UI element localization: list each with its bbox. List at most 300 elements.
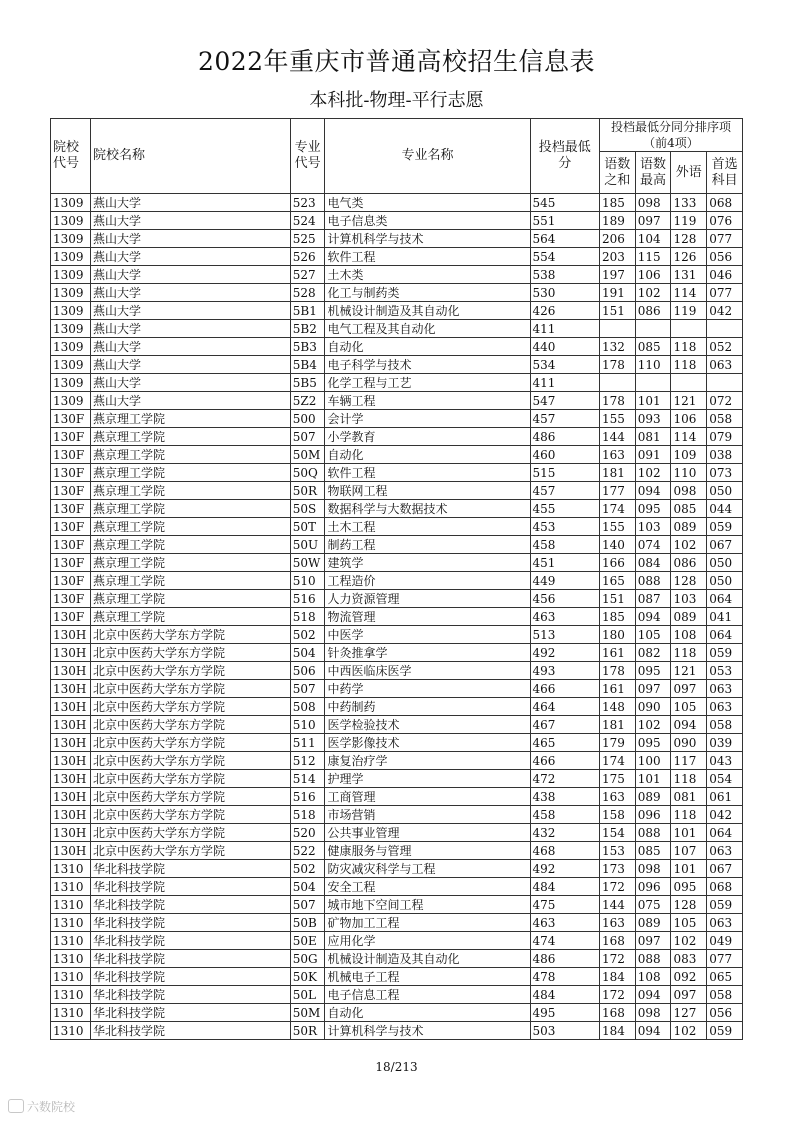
cell-sub4: 042: [707, 806, 743, 824]
cell-major-code: 50K: [290, 968, 325, 986]
cell-school-code: 1309: [51, 284, 91, 302]
cell-sub1: 175: [599, 770, 635, 788]
cell-min-score: 455: [530, 500, 599, 518]
cell-sub4: 049: [707, 932, 743, 950]
cell-sub1: 172: [599, 950, 635, 968]
cell-min-score: 466: [530, 680, 599, 698]
cell-sub2: 085: [635, 842, 671, 860]
cell-major-name: 中药制药: [325, 698, 530, 716]
table-row: [51, 1022, 743, 1040]
cell-school-code: 1309: [51, 392, 91, 410]
cell-min-score: 449: [530, 572, 599, 590]
cell-major-name: 自动化: [325, 338, 530, 356]
cell-sub1: 151: [599, 302, 635, 320]
header-major-code: 专业代号: [290, 119, 325, 194]
cell-major-code: 510: [290, 716, 325, 734]
cell-min-score: 554: [530, 248, 599, 266]
cell-school-name: 燕山大学: [90, 374, 290, 392]
cell-sub2: 088: [635, 572, 671, 590]
cell-major-code: 516: [290, 788, 325, 806]
cell-sub2: 102: [635, 284, 671, 302]
cell-sub3: 106: [671, 410, 707, 428]
cell-school-name: 华北科技学院: [90, 914, 290, 932]
cell-school-code: 130F: [51, 482, 91, 500]
cell-major-name: 中医学: [325, 626, 530, 644]
cell-sub3: 092: [671, 968, 707, 986]
cell-major-code: 511: [290, 734, 325, 752]
cell-sub2: 098: [635, 860, 671, 878]
cell-sub3: 101: [671, 824, 707, 842]
cell-sub2: 075: [635, 896, 671, 914]
table-row: [51, 212, 743, 230]
cell-min-score: 464: [530, 698, 599, 716]
cell-sub4: 044: [707, 500, 743, 518]
cell-major-name: 城市地下空间工程: [325, 896, 530, 914]
cell-major-name: 物联网工程: [325, 482, 530, 500]
cell-major-code: 507: [290, 896, 325, 914]
cell-school-code: 130F: [51, 500, 91, 518]
cell-min-score: 463: [530, 608, 599, 626]
cell-major-code: 50M: [290, 1004, 325, 1022]
table-row: [51, 248, 743, 266]
cell-sub1: 181: [599, 716, 635, 734]
table-row: [51, 986, 743, 1004]
cell-sub1: 178: [599, 392, 635, 410]
cell-min-score: 453: [530, 518, 599, 536]
cell-sub2: 105: [635, 626, 671, 644]
table-row: [51, 860, 743, 878]
cell-sub2: 085: [635, 338, 671, 356]
cell-major-name: 软件工程: [325, 464, 530, 482]
cell-school-code: 1309: [51, 338, 91, 356]
cell-school-code: 130H: [51, 662, 91, 680]
cell-sub2: 108: [635, 968, 671, 986]
cell-min-score: 460: [530, 446, 599, 464]
header-sub-chinese-math-max: 语数最高: [635, 152, 671, 194]
cell-sub2: 082: [635, 644, 671, 662]
cell-school-name: 燕京理工学院: [90, 518, 290, 536]
cell-sub4: 050: [707, 554, 743, 572]
admission-table: [50, 118, 743, 1040]
cell-sub1: 144: [599, 896, 635, 914]
cell-major-name: 机械电子工程: [325, 968, 530, 986]
cell-sub1: 168: [599, 1004, 635, 1022]
cell-school-code: 1310: [51, 1022, 91, 1040]
cell-major-name: 土木类: [325, 266, 530, 284]
cell-major-name: 机械设计制造及其自动化: [325, 302, 530, 320]
cell-major-code: 50B: [290, 914, 325, 932]
cell-major-name: 物流管理: [325, 608, 530, 626]
table-row: [51, 680, 743, 698]
watermark-logo-icon: [8, 1099, 24, 1113]
cell-sub3: 105: [671, 698, 707, 716]
cell-sub3: 089: [671, 608, 707, 626]
cell-sub3: [671, 320, 707, 338]
cell-sub1: 168: [599, 932, 635, 950]
cell-major-code: 522: [290, 842, 325, 860]
cell-major-code: 502: [290, 860, 325, 878]
cell-sub1: [599, 320, 635, 338]
cell-min-score: 463: [530, 914, 599, 932]
cell-sub2: 097: [635, 212, 671, 230]
cell-sub1: 163: [599, 914, 635, 932]
table-row: [51, 608, 743, 626]
cell-sub1: 174: [599, 752, 635, 770]
table-row: [51, 626, 743, 644]
cell-min-score: 456: [530, 590, 599, 608]
page-number: 18/213: [375, 1060, 418, 1074]
cell-min-score: 493: [530, 662, 599, 680]
cell-school-code: 1309: [51, 230, 91, 248]
table-row: [51, 968, 743, 986]
cell-sub4: 072: [707, 392, 743, 410]
cell-major-code: 5B1: [290, 302, 325, 320]
cell-sub1: 161: [599, 644, 635, 662]
cell-sub2: 098: [635, 194, 671, 212]
cell-sub1: 166: [599, 554, 635, 572]
cell-school-name: 燕山大学: [90, 320, 290, 338]
cell-sub4: 056: [707, 1004, 743, 1022]
cell-sub4: 073: [707, 464, 743, 482]
cell-sub3: 094: [671, 716, 707, 734]
table-row: [51, 788, 743, 806]
cell-major-code: 50G: [290, 950, 325, 968]
cell-sub2: 087: [635, 590, 671, 608]
cell-sub4: 046: [707, 266, 743, 284]
cell-sub3: 110: [671, 464, 707, 482]
cell-major-name: 医学检验技术: [325, 716, 530, 734]
cell-sub4: 054: [707, 770, 743, 788]
cell-school-name: 北京中医药大学东方学院: [90, 842, 290, 860]
cell-major-name: 建筑学: [325, 554, 530, 572]
cell-school-name: 华北科技学院: [90, 860, 290, 878]
table-row: [51, 1004, 743, 1022]
cell-min-score: 475: [530, 896, 599, 914]
cell-sub3: 121: [671, 392, 707, 410]
table-row: [51, 662, 743, 680]
cell-major-code: 5Z2: [290, 392, 325, 410]
cell-min-score: 530: [530, 284, 599, 302]
cell-major-code: 507: [290, 680, 325, 698]
cell-sub2: 086: [635, 302, 671, 320]
cell-min-score: 474: [530, 932, 599, 950]
cell-major-code: 50Q: [290, 464, 325, 482]
cell-major-name: 护理学: [325, 770, 530, 788]
cell-major-name: 工商管理: [325, 788, 530, 806]
cell-school-name: 燕山大学: [90, 266, 290, 284]
cell-major-name: 车辆工程: [325, 392, 530, 410]
cell-school-name: 北京中医药大学东方学院: [90, 716, 290, 734]
cell-sub1: 189: [599, 212, 635, 230]
cell-sub3: 102: [671, 1022, 707, 1040]
cell-major-name: 应用化学: [325, 932, 530, 950]
cell-sub2: 097: [635, 932, 671, 950]
table-row: [51, 554, 743, 572]
cell-school-name: 燕山大学: [90, 212, 290, 230]
cell-school-code: 130H: [51, 716, 91, 734]
table-row: [51, 482, 743, 500]
cell-school-name: 燕京理工学院: [90, 608, 290, 626]
cell-min-score: 457: [530, 410, 599, 428]
table-row: [51, 752, 743, 770]
cell-sub4: 077: [707, 284, 743, 302]
cell-min-score: 451: [530, 554, 599, 572]
cell-major-code: 520: [290, 824, 325, 842]
table-row: [51, 230, 743, 248]
cell-sub4: 064: [707, 824, 743, 842]
cell-min-score: 426: [530, 302, 599, 320]
cell-sub1: 151: [599, 590, 635, 608]
cell-school-name: 北京中医药大学东方学院: [90, 680, 290, 698]
cell-school-code: 130H: [51, 842, 91, 860]
cell-major-name: 数据科学与大数据技术: [325, 500, 530, 518]
cell-sub1: 132: [599, 338, 635, 356]
cell-sub4: 041: [707, 608, 743, 626]
table-row: [51, 266, 743, 284]
cell-school-name: 华北科技学院: [90, 878, 290, 896]
cell-sub2: 102: [635, 464, 671, 482]
cell-major-code: 504: [290, 878, 325, 896]
cell-sub3: 108: [671, 626, 707, 644]
cell-min-score: 484: [530, 878, 599, 896]
cell-school-name: 北京中医药大学东方学院: [90, 788, 290, 806]
cell-school-code: 1309: [51, 266, 91, 284]
cell-major-name: 康复治疗学: [325, 752, 530, 770]
cell-sub3: 086: [671, 554, 707, 572]
cell-major-name: 电子信息类: [325, 212, 530, 230]
table-row: [51, 734, 743, 752]
cell-school-code: 1310: [51, 950, 91, 968]
cell-min-score: 547: [530, 392, 599, 410]
cell-min-score: 472: [530, 770, 599, 788]
cell-sub1: 144: [599, 428, 635, 446]
table-row: [51, 824, 743, 842]
cell-sub1: 197: [599, 266, 635, 284]
cell-school-name: 华北科技学院: [90, 932, 290, 950]
cell-school-name: 华北科技学院: [90, 968, 290, 986]
table-row: [51, 338, 743, 356]
cell-major-name: 软件工程: [325, 248, 530, 266]
cell-school-name: 燕山大学: [90, 194, 290, 212]
cell-school-code: 130F: [51, 572, 91, 590]
cell-sub1: 203: [599, 248, 635, 266]
cell-school-name: 北京中医药大学东方学院: [90, 626, 290, 644]
cell-school-code: 1310: [51, 932, 91, 950]
cell-sub4: 050: [707, 482, 743, 500]
cell-major-code: 5B2: [290, 320, 325, 338]
cell-sub1: 148: [599, 698, 635, 716]
cell-min-score: 484: [530, 986, 599, 1004]
cell-school-name: 北京中医药大学东方学院: [90, 734, 290, 752]
cell-major-code: 50M: [290, 446, 325, 464]
cell-major-name: 针灸推拿学: [325, 644, 530, 662]
cell-sub3: 089: [671, 518, 707, 536]
cell-sub3: 133: [671, 194, 707, 212]
cell-sub1: 180: [599, 626, 635, 644]
cell-school-code: 130F: [51, 518, 91, 536]
cell-school-code: 1310: [51, 968, 91, 986]
table-row: [51, 410, 743, 428]
cell-school-code: 130F: [51, 536, 91, 554]
cell-school-name: 北京中医药大学东方学院: [90, 770, 290, 788]
cell-major-name: 工程造价: [325, 572, 530, 590]
cell-major-name: 人力资源管理: [325, 590, 530, 608]
cell-sub4: 059: [707, 518, 743, 536]
cell-school-code: 130H: [51, 680, 91, 698]
cell-major-code: 510: [290, 572, 325, 590]
cell-sub2: 091: [635, 446, 671, 464]
cell-sub2: 074: [635, 536, 671, 554]
cell-sub3: 126: [671, 248, 707, 266]
cell-major-code: 527: [290, 266, 325, 284]
table-row: [51, 320, 743, 338]
cell-major-name: 自动化: [325, 1004, 530, 1022]
cell-major-name: 制药工程: [325, 536, 530, 554]
cell-sub4: 042: [707, 302, 743, 320]
cell-major-code: 504: [290, 644, 325, 662]
cell-major-code: 518: [290, 608, 325, 626]
cell-sub3: 102: [671, 932, 707, 950]
cell-major-code: 524: [290, 212, 325, 230]
cell-school-name: 燕京理工学院: [90, 464, 290, 482]
cell-sub1: 185: [599, 608, 635, 626]
cell-major-code: 50T: [290, 518, 325, 536]
cell-sub3: 118: [671, 644, 707, 662]
cell-sub3: 095: [671, 878, 707, 896]
cell-major-name: 中西医临床医学: [325, 662, 530, 680]
document-subtitle: 本科批-物理-平行志愿: [309, 90, 484, 111]
cell-major-code: 528: [290, 284, 325, 302]
cell-school-code: 130H: [51, 698, 91, 716]
cell-sub2: [635, 374, 671, 392]
cell-sub2: 110: [635, 356, 671, 374]
table-row: [51, 572, 743, 590]
cell-min-score: 534: [530, 356, 599, 374]
cell-school-name: 北京中医药大学东方学院: [90, 806, 290, 824]
table-row: [51, 284, 743, 302]
cell-major-name: 医学影像技术: [325, 734, 530, 752]
cell-sub1: 161: [599, 680, 635, 698]
cell-sub3: 128: [671, 230, 707, 248]
cell-sub3: 131: [671, 266, 707, 284]
cell-sub2: 090: [635, 698, 671, 716]
watermark-text: 六数院校: [27, 1100, 76, 1114]
cell-sub3: 128: [671, 896, 707, 914]
table-row: [51, 950, 743, 968]
cell-school-name: 燕山大学: [90, 338, 290, 356]
cell-sub2: 097: [635, 680, 671, 698]
cell-school-name: 燕京理工学院: [90, 554, 290, 572]
cell-sub1: [599, 374, 635, 392]
table-row: [51, 644, 743, 662]
cell-school-name: 华北科技学院: [90, 1004, 290, 1022]
cell-sub2: 095: [635, 500, 671, 518]
cell-min-score: 468: [530, 842, 599, 860]
cell-sub3: 101: [671, 860, 707, 878]
cell-min-score: 411: [530, 374, 599, 392]
cell-sub2: 115: [635, 248, 671, 266]
cell-sub3: 103: [671, 590, 707, 608]
header-major-name: 专业名称: [325, 119, 530, 194]
cell-min-score: 503: [530, 1022, 599, 1040]
cell-major-code: 5B3: [290, 338, 325, 356]
cell-sub1: 184: [599, 1022, 635, 1040]
cell-major-code: 5B4: [290, 356, 325, 374]
cell-min-score: 411: [530, 320, 599, 338]
cell-school-code: 1309: [51, 194, 91, 212]
cell-sub3: 085: [671, 500, 707, 518]
cell-sub4: 067: [707, 536, 743, 554]
cell-sub4: [707, 374, 743, 392]
cell-sub2: 095: [635, 734, 671, 752]
cell-sub4: 058: [707, 410, 743, 428]
cell-school-code: 1310: [51, 860, 91, 878]
cell-sub3: 128: [671, 572, 707, 590]
cell-sub4: 058: [707, 716, 743, 734]
cell-sub2: 101: [635, 392, 671, 410]
cell-school-code: 1310: [51, 986, 91, 1004]
table-row: [51, 446, 743, 464]
cell-min-score: 440: [530, 338, 599, 356]
cell-major-name: 电子信息工程: [325, 986, 530, 1004]
cell-sub2: 096: [635, 878, 671, 896]
cell-school-name: 北京中医药大学东方学院: [90, 662, 290, 680]
cell-school-name: 燕京理工学院: [90, 410, 290, 428]
cell-sub3: 090: [671, 734, 707, 752]
cell-sub3: 121: [671, 662, 707, 680]
cell-sub4: 065: [707, 968, 743, 986]
cell-sub3: 098: [671, 482, 707, 500]
cell-major-code: 507: [290, 428, 325, 446]
cell-school-code: 1309: [51, 356, 91, 374]
cell-major-name: 机械设计制造及其自动化: [325, 950, 530, 968]
cell-sub4: 061: [707, 788, 743, 806]
cell-major-code: 523: [290, 194, 325, 212]
cell-school-code: 130F: [51, 410, 91, 428]
cell-school-name: 燕京理工学院: [90, 536, 290, 554]
cell-sub3: 127: [671, 1004, 707, 1022]
cell-sub1: 206: [599, 230, 635, 248]
table-row: [51, 698, 743, 716]
cell-sub1: 154: [599, 824, 635, 842]
cell-sub1: 177: [599, 482, 635, 500]
cell-sub1: 140: [599, 536, 635, 554]
cell-sub2: 094: [635, 608, 671, 626]
cell-sub4: 056: [707, 248, 743, 266]
cell-school-name: 华北科技学院: [90, 986, 290, 1004]
cell-major-code: 50E: [290, 932, 325, 950]
cell-sub2: 081: [635, 428, 671, 446]
cell-school-name: 华北科技学院: [90, 950, 290, 968]
cell-sub4: 063: [707, 356, 743, 374]
cell-major-name: 自动化: [325, 446, 530, 464]
cell-school-code: 130F: [51, 608, 91, 626]
cell-min-score: 478: [530, 968, 599, 986]
cell-major-code: 50L: [290, 986, 325, 1004]
table-row: [51, 914, 743, 932]
table-row: [51, 392, 743, 410]
cell-sub1: 173: [599, 860, 635, 878]
cell-sub3: 107: [671, 842, 707, 860]
cell-min-score: 458: [530, 806, 599, 824]
cell-sub1: 185: [599, 194, 635, 212]
cell-sub2: 095: [635, 662, 671, 680]
cell-school-code: 1309: [51, 248, 91, 266]
table-row: [51, 464, 743, 482]
cell-school-code: 130H: [51, 626, 91, 644]
cell-sub4: 064: [707, 626, 743, 644]
cell-major-name: 计算机科学与技术: [325, 230, 530, 248]
